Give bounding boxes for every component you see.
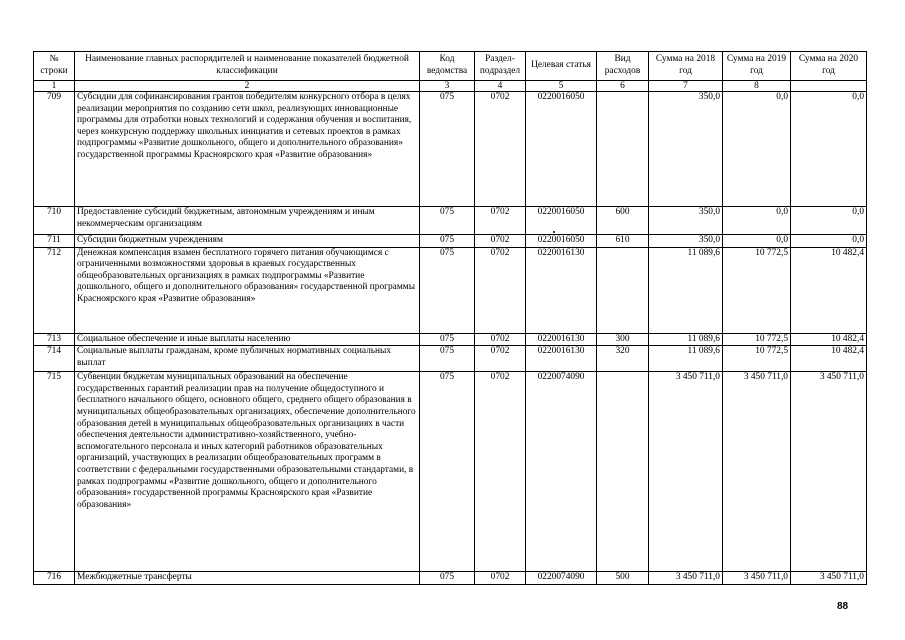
row-target: 0220016130 bbox=[526, 346, 597, 372]
table-row bbox=[34, 572, 867, 585]
row-section: 0702 bbox=[475, 235, 526, 248]
row-target: 0220074090 bbox=[526, 372, 597, 572]
header-target: Целевая статья bbox=[526, 52, 597, 81]
row-number: 715 bbox=[34, 372, 75, 572]
row-code: 075 bbox=[420, 333, 475, 346]
row-section: 0702 bbox=[475, 346, 526, 372]
row-code: 075 bbox=[420, 247, 475, 333]
col-number bbox=[791, 81, 867, 92]
scan-speck bbox=[553, 231, 555, 233]
table-row bbox=[34, 92, 867, 207]
row-sum-2018: 350,0 bbox=[649, 235, 723, 248]
row-sum-2019: 0,0 bbox=[723, 207, 791, 235]
row-kind bbox=[597, 92, 649, 207]
row-name: Социальное обеспечение и иные выплаты населению bbox=[75, 333, 420, 346]
col-number: 1 bbox=[34, 81, 75, 92]
header-code: Код ведомства bbox=[420, 52, 475, 81]
col-number: 5 bbox=[526, 81, 597, 92]
row-name: Межбюджетные трансферты bbox=[75, 572, 420, 585]
row-name: Субсидии для софинансирования грантов победителям конкурсного отбора в целях реализации мероприятия по созданию сети школ, реализующих инновационные программы для отработки новых технологий и содержания обучения и воспитания, через конкурсную поддержку школьных инициатив и сетевых проектов в рамках подпрограммы «Развитие дошкольного, общего и дополнительного образования» государственной программы Красноярского края «Развитие образования» bbox=[75, 92, 420, 207]
row-sum-2018: 350,0 bbox=[649, 92, 723, 207]
row-number: 714 bbox=[34, 346, 75, 372]
row-name: Субсидии бюджетным учреждениям bbox=[75, 235, 420, 248]
row-sum-2020: 0,0 bbox=[791, 207, 867, 235]
row-number: 712 bbox=[34, 247, 75, 333]
col-number: 7 bbox=[649, 81, 723, 92]
row-target: 0220016130 bbox=[526, 333, 597, 346]
row-sum-2019: 0,0 bbox=[723, 92, 791, 207]
row-target: 0220016050 bbox=[526, 235, 597, 248]
row-target: 0220016130 bbox=[526, 247, 597, 333]
table-row bbox=[34, 247, 867, 333]
row-kind: 600 bbox=[597, 207, 649, 235]
row-sum-2018: 3 450 711,0 bbox=[649, 372, 723, 572]
row-number: 716 bbox=[34, 572, 75, 585]
row-sum-2019: 3 450 711,0 bbox=[723, 372, 791, 572]
header-row bbox=[34, 52, 867, 81]
row-number: 711 bbox=[34, 235, 75, 248]
header-sum-2019: Сумма на 2019 год bbox=[723, 52, 791, 81]
row-target: 0220016050 bbox=[526, 207, 597, 235]
col-number: 6 bbox=[597, 81, 649, 92]
table-row bbox=[34, 333, 867, 346]
col-number: 8 bbox=[723, 81, 791, 92]
row-section: 0702 bbox=[475, 207, 526, 235]
row-name: Предоставление субсидий бюджетным, автономным учреждениям и иным некоммерческим организациям bbox=[75, 207, 420, 235]
row-sum-2019: 10 772,5 bbox=[723, 333, 791, 346]
row-section: 0702 bbox=[475, 372, 526, 572]
table-row bbox=[34, 235, 867, 248]
row-number: 713 bbox=[34, 333, 75, 346]
row-name: Денежная компенсация взамен бесплатного горячего питания обучающимся с ограниченными возможностями здоровья в краевых государственных общеобразовательных организациях в рамках подпрограммы «Развитие дошкольного, общего и дополнительного образования» государственной программы Красноярского края «Развитие образования» bbox=[75, 247, 420, 333]
budget-table bbox=[33, 51, 867, 585]
row-sum-2018: 3 450 711,0 bbox=[649, 572, 723, 585]
row-code: 075 bbox=[420, 92, 475, 207]
row-sum-2020: 10 482,4 bbox=[791, 247, 867, 333]
row-sum-2018: 11 089,6 bbox=[649, 333, 723, 346]
col-number: 2 bbox=[75, 81, 420, 92]
row-sum-2019: 10 772,5 bbox=[723, 346, 791, 372]
row-code: 075 bbox=[420, 372, 475, 572]
row-sum-2020: 10 482,4 bbox=[791, 346, 867, 372]
header-section: Раздел-подраздел bbox=[475, 52, 526, 81]
header-sum-2020: Сумма на 2020 год bbox=[791, 52, 867, 81]
table-row bbox=[34, 372, 867, 572]
row-kind bbox=[597, 247, 649, 333]
row-section: 0702 bbox=[475, 333, 526, 346]
col-number: 4 bbox=[475, 81, 526, 92]
row-name: Социальные выплаты гражданам, кроме публичных нормативных социальных выплат bbox=[75, 346, 420, 372]
row-section: 0702 bbox=[475, 92, 526, 207]
row-sum-2020: 3 450 711,0 bbox=[791, 572, 867, 585]
row-sum-2019: 10 772,5 bbox=[723, 247, 791, 333]
row-sum-2018: 11 089,6 bbox=[649, 346, 723, 372]
row-target: 0220016050 bbox=[526, 92, 597, 207]
row-kind: 300 bbox=[597, 333, 649, 346]
row-sum-2018: 350,0 bbox=[649, 207, 723, 235]
table-row bbox=[34, 346, 867, 372]
header-row-number: № строки bbox=[34, 52, 75, 81]
row-code: 075 bbox=[420, 572, 475, 585]
row-code: 075 bbox=[420, 207, 475, 235]
row-section: 0702 bbox=[475, 572, 526, 585]
table-row bbox=[34, 207, 867, 235]
row-kind: 610 bbox=[597, 235, 649, 248]
column-number-row bbox=[34, 81, 867, 92]
row-sum-2020: 0,0 bbox=[791, 235, 867, 248]
row-number: 709 bbox=[34, 92, 75, 207]
row-sum-2020: 0,0 bbox=[791, 92, 867, 207]
row-kind bbox=[597, 372, 649, 572]
page-number: 88 bbox=[837, 601, 849, 612]
row-name: Субвенции бюджетам муниципальных образований на обеспечение государственных гарантий реализации прав на получение общедоступного и бесплатного начального общего, основного общего, среднего общего образования в муниципальных общеобразовательных организациях, обеспечение дополнительного образования детей в муниципальных общеобразовательных организациях в части обеспечения деятельности административно-хозяйственного, учебно-вспомогательного персонала и иных категорий работников образовательных организаций, участвующих в реализации общеобразовательных программ в соответствии с федеральными государственными образовательными стандартами, в рамках подпрограммы «Развитие дошкольного, общего и дополнительного образования» государственной программы Красноярского края «Развитие образования» bbox=[75, 372, 420, 572]
row-section: 0702 bbox=[475, 247, 526, 333]
row-kind: 320 bbox=[597, 346, 649, 372]
row-number: 710 bbox=[34, 207, 75, 235]
row-sum-2020: 10 482,4 bbox=[791, 333, 867, 346]
row-kind: 500 bbox=[597, 572, 649, 585]
col-number: 3 bbox=[420, 81, 475, 92]
row-sum-2020: 3 450 711,0 bbox=[791, 372, 867, 572]
row-sum-2019: 3 450 711,0 bbox=[723, 572, 791, 585]
row-code: 075 bbox=[420, 235, 475, 248]
header-sum-2018: Сумма на 2018 год bbox=[649, 52, 723, 81]
row-code: 075 bbox=[420, 346, 475, 372]
header-name: Наименование главных распорядителей и наименование показателей бюджетной классификации bbox=[75, 52, 420, 81]
row-sum-2019: 0,0 bbox=[723, 235, 791, 248]
row-target: 0220074090 bbox=[526, 572, 597, 585]
header-kind: Вид расходов bbox=[597, 52, 649, 81]
row-sum-2018: 11 089,6 bbox=[649, 247, 723, 333]
